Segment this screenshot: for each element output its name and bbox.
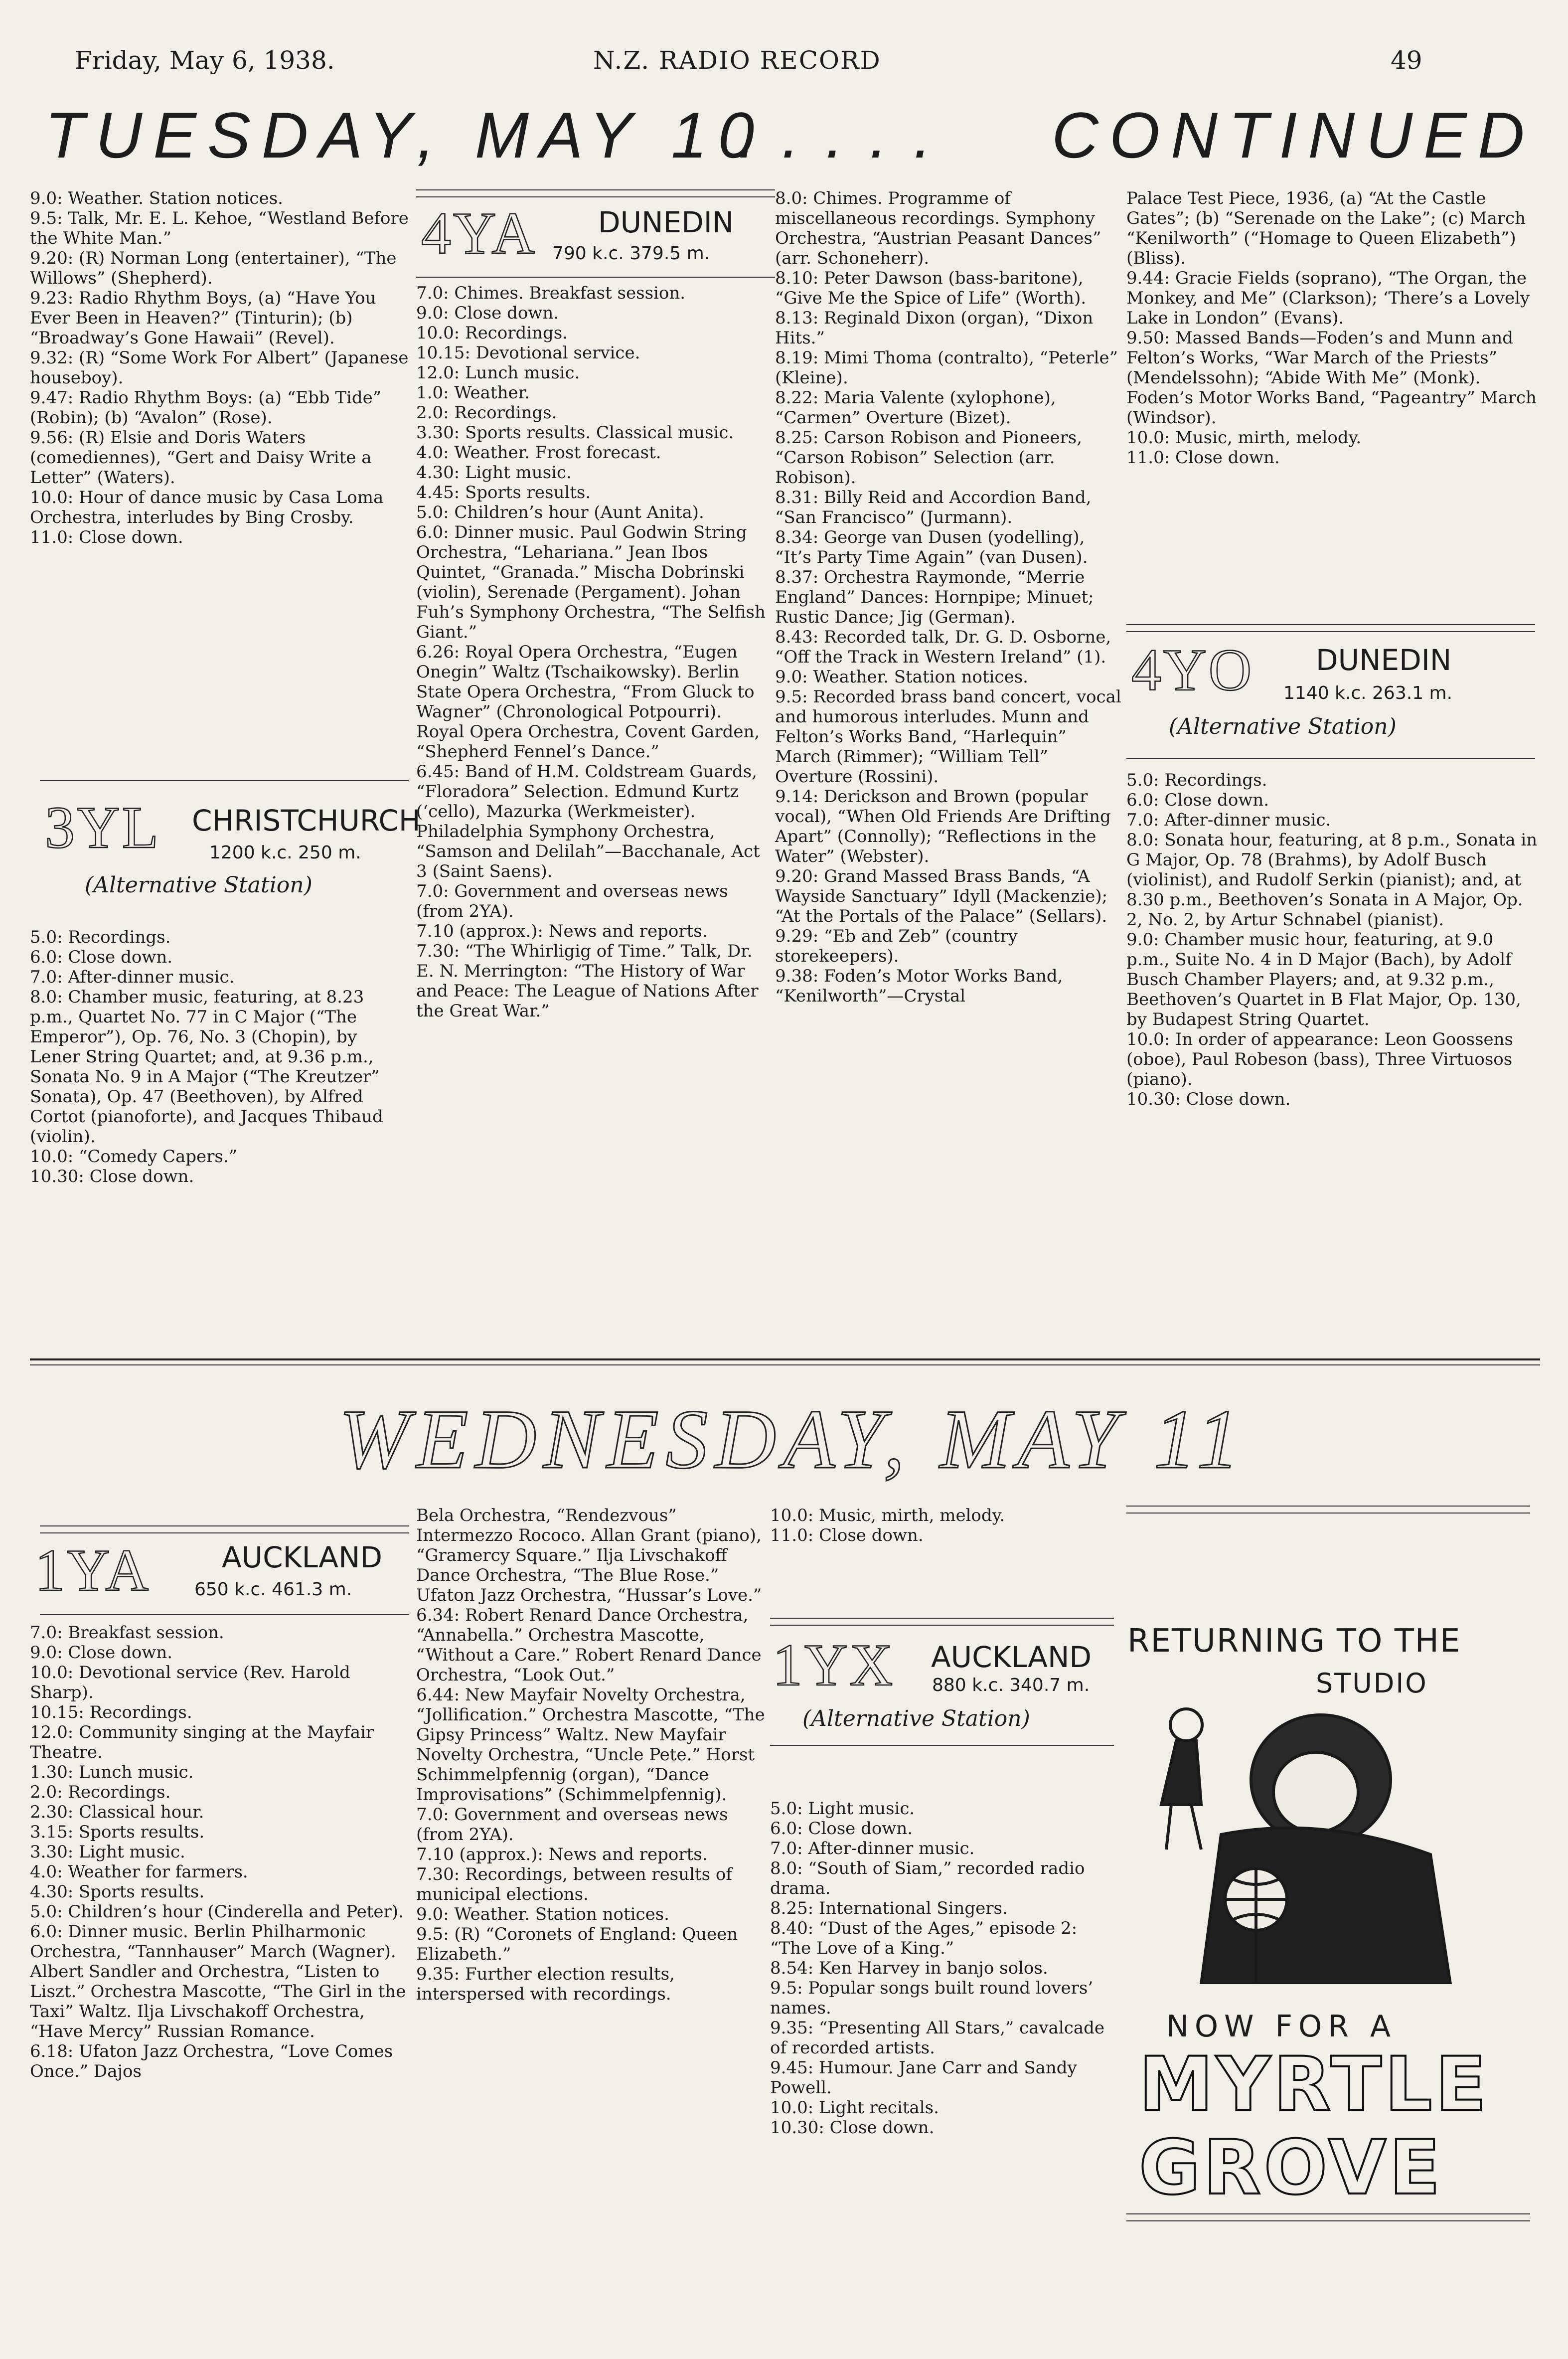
station-rule <box>40 780 409 781</box>
programme-entry: 7.10 (approx.): News and reports. <box>416 921 708 941</box>
tuesday-banner-dots: . . . . . <box>738 99 936 171</box>
cartoon-large-face <box>1273 1752 1358 1832</box>
programme-entry: 4.0: Weather. Frost forecast. <box>416 443 661 463</box>
station-rule <box>1126 758 1535 759</box>
programme-entry: 2.0: Recordings. <box>416 403 557 423</box>
programme-entry: 5.0: Light music. <box>770 1799 915 1819</box>
programme-entry: 6.34: Robert Renard Dance Orchestra, “Annabella.” Orchestra Mascotte, “Without a Care.” Robert Renard Dance Orchestra, “Look Out.” <box>416 1605 762 1685</box>
wednesday-1yx-programme <box>770 1799 1114 2138</box>
programme-entry: 9.0: Weather. Station notices. <box>30 188 283 208</box>
section-divider <box>30 1358 1540 1360</box>
programme-entry: 5.0: Recordings. <box>1126 770 1267 790</box>
programme-entry: 5.0: Recordings. <box>30 927 171 947</box>
programme-entry: 9.20: (R) Norman Long (entertainer), “The Willows” (Shepherd). <box>30 248 397 288</box>
wednesday-banner-title: WEDNESDAY, MAY 11 <box>339 1392 1247 1486</box>
section-divider <box>30 1364 1540 1365</box>
running-header-title: N.Z. RADIO RECORD <box>593 46 881 75</box>
station-city-1yx: AUCKLAND <box>931 1640 1092 1674</box>
station-rule <box>416 277 775 278</box>
programme-entry: 8.40: “Dust of the Ages,” episode 2: “The Love of a King.” <box>770 1918 1078 1958</box>
station-call-1yx: 1YX <box>773 1632 895 1698</box>
programme-entry: 11.0: Close down. <box>1126 448 1280 468</box>
ad-border-rule <box>1126 2213 1530 2214</box>
programme-entry: 11.0: Close down. <box>770 1525 924 1545</box>
ad-cartoon-illustration <box>1131 1705 1530 1984</box>
programme-entry: 8.34: George van Dusen (yodelling), “It’s Party Time Again” (van Dusen). <box>775 527 1088 567</box>
station-note-1yx: (Alternative Station) <box>802 1706 1030 1731</box>
programme-entry: 9.0: Close down. <box>30 1643 173 1663</box>
programme-entry: 8.54: Ken Harvey in banjo solos. <box>770 1958 1048 1978</box>
programme-entry: 4.0: Weather for farmers. <box>30 1862 248 1882</box>
programme-entry: 9.35: Further election results, interspersed with recordings. <box>416 1964 675 2004</box>
programme-entry: 9.0: Chamber music hour, featuring, at 9.0 p.m., Suite No. 4 in D Major (Bach), by Adolf Busch Chamber Players; and, at 9.32 p.m., Beethoven’s Quartet in B Flat Major, Op. 130, by Budapest String Quartet. <box>1126 930 1521 1029</box>
programme-entry: 9.0: Close down. <box>416 303 559 323</box>
programme-entry: 9.0: Weather. Station notices. <box>775 667 1028 687</box>
programme-entry: 8.0: Chimes. Programme of miscellaneous recordings. Symphony Orchestra, “Austrian Peasant Dances” (arr. Schoneherr). <box>775 188 1101 268</box>
station-note-3yl: (Alternative Station) <box>85 872 313 898</box>
ad-brand-myrtle: MYRTLE <box>1139 2041 1490 2128</box>
ad-now-for-a: NOW FOR A <box>1166 2009 1397 2044</box>
programme-entry: 9.56: (R) Elsie and Doris Waters (comediennes), “Gert and Daisy Write a Letter” (Waters). <box>30 428 372 488</box>
programme-entry: 6.0: Close down. <box>1126 790 1269 810</box>
station-city-1ya: AUCKLAND <box>222 1540 383 1574</box>
programme-entry: 3.15: Sports results. <box>30 1822 205 1842</box>
tuesday-banner-title: TUESDAY, MAY 10 <box>45 99 766 171</box>
station-call-4ya: 4YA <box>421 200 537 266</box>
station-rule <box>416 189 775 190</box>
programme-entry: 3.30: Light music. <box>30 1842 185 1862</box>
ad-brand-grove: GROVE <box>1139 2125 1443 2211</box>
programme-entry: 6.0: Dinner music. Paul Godwin String Orchestra, “Lehariana.” Jean Ibos Quintet, “Granada.” Mischa Dobrinski (violin), Serenade (Pergament). Johan Fuh’s Symphony Orchestra, “The Selfish Giant.” <box>416 522 766 642</box>
programme-entry: 11.0: Close down. <box>30 527 183 547</box>
programme-entry: 8.0: Sonata hour, featuring, at 8 p.m., Sonata in G Major, Op. 78 (Brahms), by Adolf Busch (violinist), and Rudolf Serkin (pianist); and, at 8.30 p.m., Beethoven’s Sonata in A Major, Op. 2, No. 2, by Artur Schnabel (pianist). <box>1126 830 1538 930</box>
programme-entry: 9.45: Humour. Jane Carr and Sandy Powell. <box>770 2058 1077 2098</box>
station-rule <box>770 1625 1114 1626</box>
programme-entry: 10.30: Close down. <box>1126 1089 1291 1109</box>
station-rule <box>416 196 775 197</box>
programme-entry: 7.0: Government and overseas news (from 2YA). <box>416 1805 728 1845</box>
programme-entry: 7.30: Recordings, between results of municipal elections. <box>416 1864 732 1904</box>
programme-entry: 7.0: After-dinner music. <box>1126 810 1331 830</box>
programme-entry: 10.15: Recordings. <box>30 1702 192 1722</box>
wednesday-column-3-top <box>770 1506 1109 1545</box>
programme-entry: 6.0: Dinner music. Berlin Philharmonic Orchestra, “Tannhauser” March (Wagner). Albert Sandler and Orchestra, “Listen to Liszt.” Orchestra Mascotte, “The Girl in the Taxi” Waltz. Ilja Livschakoff Orchestra, “Have Mercy” Russian Romance. <box>30 1922 406 2041</box>
programme-entry: 6.26: Royal Opera Orchestra, “Eugen Onegin” Waltz (Tschaikowsky). Berlin State Opera Orchestra, “From Gluck to Wagner” (Chronological Potpourri). Royal Opera Orchestra, Covent Garden, “Shepherd Fennel’s Dance.” <box>416 642 760 762</box>
programme-entry: 10.30: Close down. <box>30 1167 194 1186</box>
programme-entry: 8.10: Peter Dawson (bass-baritone), “Give Me the Spice of Life” (Worth). <box>775 268 1087 308</box>
station-frequency-3yl: 1200 k.c. 250 m. <box>209 842 361 863</box>
programme-entry: 8.37: Orchestra Raymonde, “Merrie England” Dances: Hornpipe; Minuet; Rustic Dance; Jig (German). <box>775 567 1094 627</box>
programme-entry: 6.0: Close down. <box>770 1819 913 1839</box>
programme-entry: 6.45: Band of H.M. Coldstream Guards, “Floradora” Selection. Edmund Kurtz (‘cello), Mazurka (Werkmeister). Philadelphia Symphony Orchestra, “Samson and Delilah”—Bacchanale, Act 3 (Saint Saens). <box>416 762 760 881</box>
station-rule <box>40 1532 409 1533</box>
programme-entry: 9.38: Foden’s Motor Works Band, “Kenilworth”—Crystal <box>775 966 1063 1006</box>
programme-entry: 9.0: Weather. Station notices. <box>416 1904 669 1924</box>
station-city-3yl: CHRISTCHURCH <box>192 804 421 838</box>
programme-entry: 3.30: Sports results. Classical music. <box>416 423 734 443</box>
programme-entry: 8.0: “South of Siam,” recorded radio drama. <box>770 1858 1085 1898</box>
programme-entry: 10.0: Hour of dance music by Casa Loma Orchestra, interludes by Bing Crosby. <box>30 488 384 527</box>
station-frequency-4yo: 1140 k.c. 263.1 m. <box>1283 683 1453 703</box>
programme-entry: 4.45: Sports results. <box>416 483 591 503</box>
tuesday-column-1 <box>30 188 409 547</box>
programme-entry: 8.0: Chamber music, featuring, at 8.23 p.m., Quartet No. 77 in C Major (“The Emperor”), Op. 76, No. 3 (Chopin), by Lener String Quartet; and, at 9.36 p.m., Sonata No. 9 in A Major (“The Kreutzer” Sonata), Op. 47 (Beethoven), by Alfred Cortot (pianoforte), and Jacques Thibaud (violin). <box>30 987 383 1147</box>
programme-entry: 9.35: “Presenting All Stars,” cavalcade of recorded artists. <box>770 2018 1104 2058</box>
programme-entry: 9.50: Massed Bands—Foden’s and Munn and Felton’s Works, “War March of the Priests” (Mendelssohn); “Abide With Me” (Monk). Foden’s Motor Works Band, “Pageantry” March (Windsor). <box>1126 328 1537 428</box>
running-header-date: Friday, May 6, 1938. <box>75 46 335 75</box>
programme-entry: 9.44: Gracie Fields (soprano), “The Organ, the Monkey, and Me” (Clarkson); ‘There’s a Lovely Lake in London” (Evans). <box>1126 268 1530 328</box>
programme-entry: 5.0: Children’s hour (Aunt Anita). <box>416 503 704 522</box>
station-call-4yo: 4YO <box>1131 637 1254 703</box>
programme-entry: Bela Orchestra, “Rendezvous” Intermezzo Rococo. Allan Grant (piano), “Gramercy Square.” Ilja Livschakoff Dance Orchestra, “The Blue Rose.” Ufaton Jazz Orchestra, “Hussar’s Love.” <box>416 1506 762 1605</box>
programme-entry: 10.0: Recordings. <box>416 323 568 343</box>
programme-entry: 9.32: (R) “Some Work For Albert” (Japanese houseboy). <box>30 348 409 388</box>
wednesday-column-2 <box>416 1506 765 2004</box>
programme-entry: 1.30: Lunch music. <box>30 1762 194 1782</box>
station-rule <box>40 1614 409 1615</box>
ad-studio-text: STUDIO <box>1316 1668 1428 1699</box>
programme-entry: 4.30: Sports results. <box>30 1882 205 1902</box>
programme-entry: 7.0: Breakfast session. <box>30 1623 224 1643</box>
programme-entry: 10.0: Devotional service (Rev. Harold Sharp). <box>30 1663 350 1702</box>
tuesday-4yo-programme <box>1126 770 1540 1109</box>
station-rule <box>770 1618 1114 1619</box>
station-rule <box>40 1525 409 1526</box>
programme-entry: 7.0: After-dinner music. <box>30 967 235 987</box>
ad-border-rule <box>1126 1506 1530 1507</box>
programme-entry: 9.23: Radio Rhythm Boys, (a) “Have You Ever Been in Heaven?” (Tinturin); (b) “Broadway’s Gone Hawaii” (Revel). <box>30 288 376 348</box>
tuesday-column-4 <box>1126 188 1540 468</box>
programme-entry: 7.0: Government and overseas news (from 2YA). <box>416 881 728 921</box>
page-number: 49 <box>1391 46 1422 75</box>
programme-entry: 8.25: Carson Robison and Pioneers, “Carson Robison” Selection (arr. Robison). <box>775 428 1083 488</box>
programme-entry: 8.31: Billy Reid and Accordion Band, “San Francisco” (Jurmann). <box>775 488 1092 527</box>
programme-entry: 9.5: (R) “Coronets of England: Queen Elizabeth.” <box>416 1924 738 1964</box>
programme-entry: 9.5: Recorded brass band concert, vocal and humorous interludes. Munn and Felton’s Works Band, “Harlequin” March (Rimmer); “William Tell” Overture (Rossini). <box>775 687 1121 787</box>
programme-entry: 10.30: Close down. <box>770 2118 935 2138</box>
tuesday-4ya-programme <box>416 283 775 1021</box>
programme-entry: 6.18: Ufaton Jazz Orchestra, “Love Comes Once.” Dajos <box>30 2041 393 2081</box>
station-city-4yo: DUNEDIN <box>1316 643 1452 677</box>
ad-border-rule <box>1126 2220 1530 2221</box>
station-frequency-4ya: 790 k.c. 379.5 m. <box>552 243 710 264</box>
ad-headline: RETURNING TO THE <box>1127 1623 1461 1660</box>
tuesday-3yl-programme <box>30 927 409 1186</box>
station-rule <box>1126 624 1535 625</box>
programme-entry: 8.19: Mimi Thoma (contralto), “Peterle” (Kleine). <box>775 348 1118 388</box>
programme-entry: 12.0: Lunch music. <box>416 363 580 383</box>
programme-entry: 2.30: Classical hour. <box>30 1802 204 1822</box>
station-note-4yo: (Alternative Station) <box>1169 714 1397 739</box>
ad-border-rule <box>1126 1513 1530 1514</box>
tuesday-banner-continued: CONTINUED <box>1052 99 1536 171</box>
station-call-3yl: 3YL <box>45 794 160 860</box>
programme-entry: 10.0: In order of appearance: Leon Goossens (oboe), Paul Robeson (bass), Three Virtuosos (piano). <box>1126 1029 1514 1089</box>
programme-entry: 5.0: Children’s hour (Cinderella and Peter). <box>30 1902 404 1922</box>
cartoon-small-body <box>1161 1741 1201 1805</box>
programme-entry: 9.29: “Eb and Zeb” (country storekeepers). <box>775 926 1018 966</box>
programme-entry: 1.0: Weather. <box>416 383 530 403</box>
station-rule <box>1126 631 1535 632</box>
wednesday-1ya-programme <box>30 1623 409 2081</box>
programme-entry: 10.15: Devotional service. <box>416 343 640 363</box>
programme-entry: 12.0: Community singing at the Mayfair Theatre. <box>30 1722 374 1762</box>
programme-entry: 9.14: Derickson and Brown (popular vocal), “When Old Friends Are Drifting Apart” (Connolly); “Reflections in the Water” (Webster). <box>775 787 1111 866</box>
programme-entry: 8.25: International Singers. <box>770 1898 1008 1918</box>
programme-entry: 10.0: Light recitals. <box>770 2098 939 2118</box>
station-frequency-1yx: 880 k.c. 340.7 m. <box>932 1675 1090 1695</box>
programme-entry: 9.20: Grand Massed Brass Bands, “A Wayside Sanctuary” Idyll (Mackenzie); “At the Portals of the Palace” (Sellars). <box>775 866 1108 926</box>
station-city-4ya: DUNEDIN <box>598 205 734 239</box>
programme-entry: 7.10 (approx.): News and reports. <box>416 1845 708 1864</box>
programme-entry: 10.0: “Comedy Capers.” <box>30 1147 238 1167</box>
cartoon-small-legs <box>1166 1805 1201 1850</box>
station-call-1ya: 1YA <box>35 1537 151 1603</box>
station-frequency-1ya: 650 k.c. 461.3 m. <box>194 1579 352 1600</box>
programme-entry: 9.5: Talk, Mr. E. L. Kehoe, “Westland Before the White Man.” <box>30 208 409 248</box>
programme-entry: 9.5: Popular songs built round lovers’ names. <box>770 1978 1094 2018</box>
programme-entry: 8.22: Maria Valente (xylophone), “Carmen” Overture (Bizet). <box>775 388 1056 428</box>
programme-entry: 7.0: After-dinner music. <box>770 1839 975 1858</box>
programme-entry: 10.0: Music, mirth, melody. <box>770 1506 1005 1525</box>
tuesday-column-3 <box>775 188 1124 1006</box>
programme-entry: 2.0: Recordings. <box>30 1782 171 1802</box>
programme-entry: 9.47: Radio Rhythm Boys: (a) “Ebb Tide” (Robin); (b) “Avalon” (Rose). <box>30 388 382 428</box>
station-rule <box>770 1745 1114 1746</box>
programme-entry: 4.30: Light music. <box>416 463 572 483</box>
programme-entry: 7.0: Chimes. Breakfast session. <box>416 283 686 303</box>
programme-entry: 6.0: Close down. <box>30 947 173 967</box>
programme-entry: 6.44: New Mayfair Novelty Orchestra, “Jollification.” Orchestra Mascotte, “The Gipsy Princess” Waltz. New Mayfair Novelty Orchestra, “Uncle Pete.” Horst Schimmelpfennig (organ), “Dance Improvisations” (Schimmelpfennig). <box>416 1685 765 1805</box>
programme-entry: 8.43: Recorded talk, Dr. G. D. Osborne, “Off the Track in Western Ireland” (1). <box>775 627 1111 667</box>
programme-entry: 7.30: “The Whirligig of Time.” Talk, Dr. E. N. Merrington: “The History of War and Peace: The League of Nations After the Great War.” <box>416 941 759 1021</box>
cartoon-small-head <box>1170 1709 1202 1741</box>
programme-entry: Palace Test Piece, 1936, (a) “At the Castle Gates”; (b) “Serenade on the Lake”; (c) March “Kenilworth” (“Homage to Queen Elizabeth”) (Bliss). <box>1126 188 1526 268</box>
programme-entry: 10.0: Music, mirth, melody. <box>1126 428 1362 448</box>
programme-entry: 8.13: Reginald Dixon (organ), “Dixon Hits.” <box>775 308 1094 348</box>
